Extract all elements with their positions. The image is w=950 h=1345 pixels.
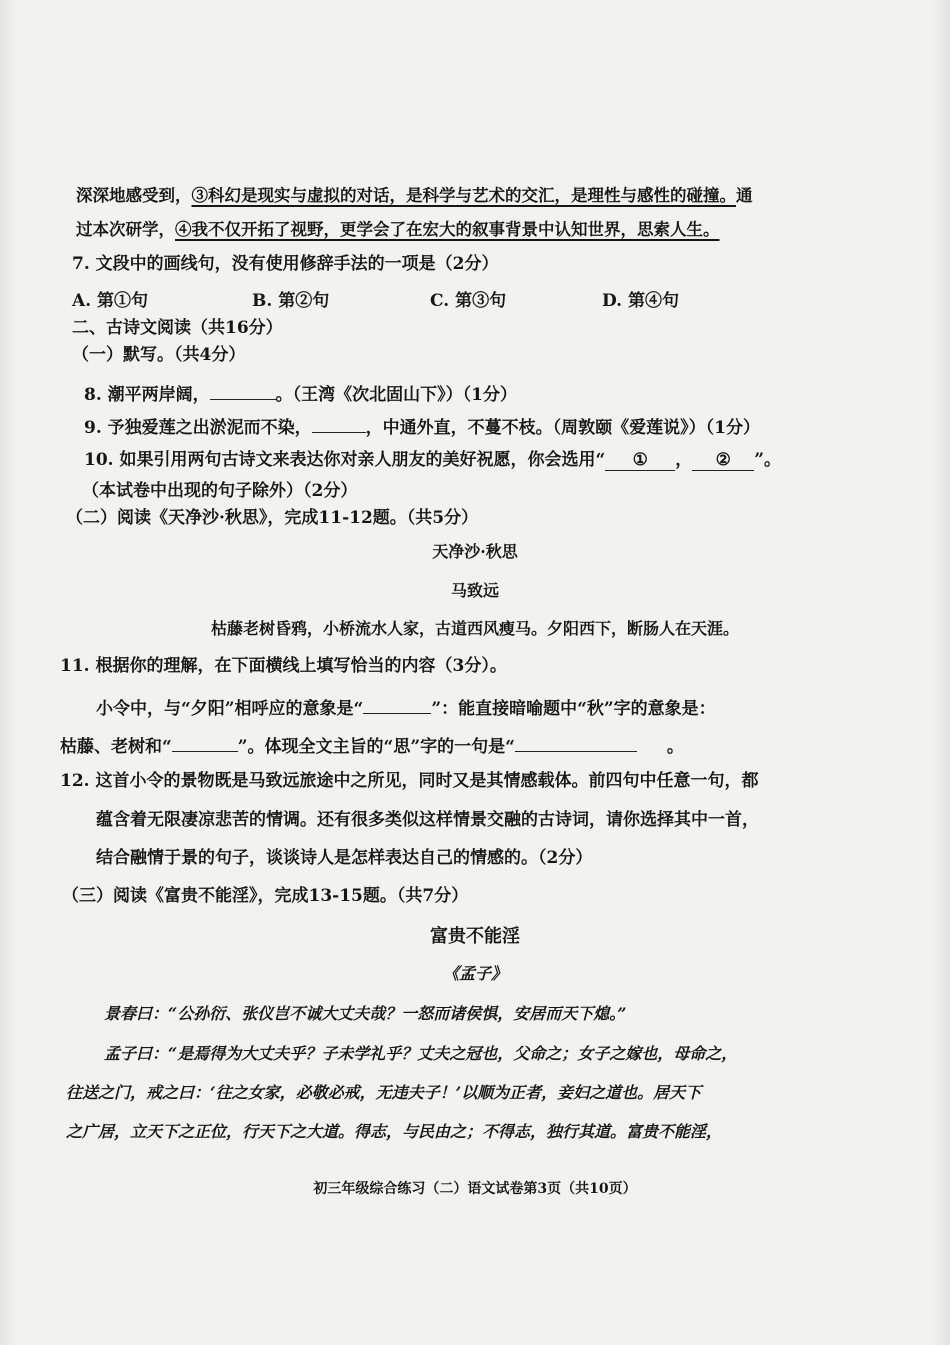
text-2-paragraph-2-line-2: 往送之门，戒之曰：‘往之女家，必敬必戒，无违夫子！’以顺为正者，妾妇之道也。居天下 bbox=[66, 1083, 702, 1102]
blank-marker-2: ② bbox=[715, 450, 731, 470]
question-10-note: （本试卷中出现的句子除外）（2分） bbox=[82, 481, 358, 501]
page-footer: 初三年级综合练习（二）语文试卷第3页（共10页） bbox=[313, 1181, 637, 1197]
question-11-line-1 bbox=[96, 696, 716, 719]
question-7-option-c: C. 第③句 bbox=[430, 291, 507, 311]
part-3-title: （三）阅读《富贵不能淫》，完成13-15题。（共7分） bbox=[62, 886, 469, 906]
separator: ， bbox=[675, 450, 693, 470]
text-2-title: 富贵不能淫 bbox=[430, 926, 520, 947]
passage-line-2 bbox=[76, 220, 720, 240]
question-10-blank-2[interactable] bbox=[692, 450, 754, 471]
question-7-option-b: B. 第②句 bbox=[252, 291, 330, 311]
question-10-end: ”。 bbox=[754, 450, 782, 470]
question-11-text: ”。体现全文主旨的“思”字的一句是“ bbox=[237, 737, 515, 757]
question-11-end: 。 bbox=[666, 737, 684, 757]
question-11-line-2 bbox=[60, 734, 684, 757]
question-9-blank[interactable] bbox=[312, 415, 366, 433]
scan-edge-right bbox=[930, 0, 950, 1345]
question-7-option-a: A. 第①句 bbox=[72, 291, 149, 311]
question-10 bbox=[84, 450, 781, 471]
question-8-source: 。（王湾《次北固山下》）（1分） bbox=[275, 385, 517, 405]
text-2-paragraph-1: 景春曰：“公孙衍、张仪岂不诚大丈夫哉？一怒而诸侯惧，安居而天下熄。” bbox=[104, 1004, 627, 1023]
question-8-prompt: 8. 潮平两岸阔， bbox=[84, 385, 210, 405]
question-11-text: 小令中，与“夕阳”相呼应的意象是“ bbox=[96, 699, 364, 719]
underlined-sentence-3: ③科幻是现实与虚拟的对话，是科学与艺术的交汇，是理性与感性的碰撞。 bbox=[191, 186, 736, 205]
part-1-title: （一）默写。（共4分） bbox=[72, 345, 246, 365]
question-7-stem: 7. 文段中的画线句，没有使用修辞手法的一项是（2分） bbox=[72, 254, 499, 274]
question-9-prompt: 9. 予独爱莲之出淤泥而不染， bbox=[84, 418, 312, 438]
question-11-text: 枯藤、老树和“ bbox=[60, 737, 172, 757]
question-9 bbox=[84, 415, 760, 438]
text-2-source: 《孟子》 bbox=[442, 964, 507, 983]
question-10-prompt: 10. 如果引用两句古诗文来表达你对亲人朋友的美好祝愿，你会选用“ bbox=[84, 450, 606, 470]
section-2-title: 二、古诗文阅读（共16分） bbox=[72, 318, 283, 338]
question-8-blank[interactable] bbox=[210, 382, 276, 400]
part-2-title: （二）阅读《天净沙·秋思》，完成11-12题。（共5分） bbox=[66, 508, 479, 528]
question-11-stem: 11. 根据你的理解，在下面横线上填写恰当的内容（3分）。 bbox=[60, 656, 507, 676]
passage-text: 通 bbox=[736, 186, 753, 205]
passage-line-1 bbox=[76, 186, 753, 206]
question-11-text: ”：能直接暗喻题中“秋”字的意象是： bbox=[431, 699, 716, 719]
text-2-paragraph-2-line-1: 孟子曰：“是焉得为大丈夫乎？子未学礼乎？丈夫之冠也，父命之；女子之嫁也，母命之， bbox=[104, 1044, 738, 1063]
text-2-paragraph-2-line-3: 之广居，立天下之正位，行天下之大道。得志，与民由之；不得志，独行其道。富贵不能淫， bbox=[66, 1122, 723, 1141]
scan-edge-left bbox=[0, 0, 18, 1345]
question-7-option-d: D. 第④句 bbox=[602, 291, 679, 311]
underlined-sentence-4: ④我不仅开拓了视野，更学会了在宏大的叙事背景中认知世界，思索人生。 bbox=[175, 220, 720, 239]
question-11-blank-1[interactable] bbox=[363, 696, 431, 714]
question-12-line-3: 结合融情于景的句子，谈谈诗人是怎样表达自己的情感的。（2分） bbox=[96, 848, 593, 868]
question-12-line-1: 12. 这首小令的景物既是马致远旅途中之所见，同时又是其情感载体。前四句中任意一句，都 bbox=[60, 771, 759, 791]
poem-text: 枯藤老树昏鸦，小桥流水人家，古道西风瘦马。夕阳西下，断肠人在天涯。 bbox=[210, 619, 739, 638]
question-11-blank-2[interactable] bbox=[172, 734, 238, 752]
question-10-blank-1[interactable] bbox=[605, 450, 675, 471]
poem-title: 天净沙·秋思 bbox=[432, 542, 518, 561]
blank-marker-1: ① bbox=[632, 450, 648, 470]
question-8 bbox=[84, 382, 517, 405]
question-12-line-2: 蕴含着无限凄凉悲苦的情调。还有很多类似这样情景交融的古诗词，请你选择其中一首， bbox=[96, 810, 759, 830]
question-11-blank-3[interactable] bbox=[515, 734, 637, 752]
poem-author: 马致远 bbox=[450, 581, 499, 600]
question-9-source: ，中通外直，不蔓不枝。（周敦颐《爱莲说》）（1分） bbox=[365, 418, 760, 438]
passage-text: 深深地感受到， bbox=[76, 186, 192, 205]
passage-text: 过本次研学， bbox=[76, 220, 175, 239]
